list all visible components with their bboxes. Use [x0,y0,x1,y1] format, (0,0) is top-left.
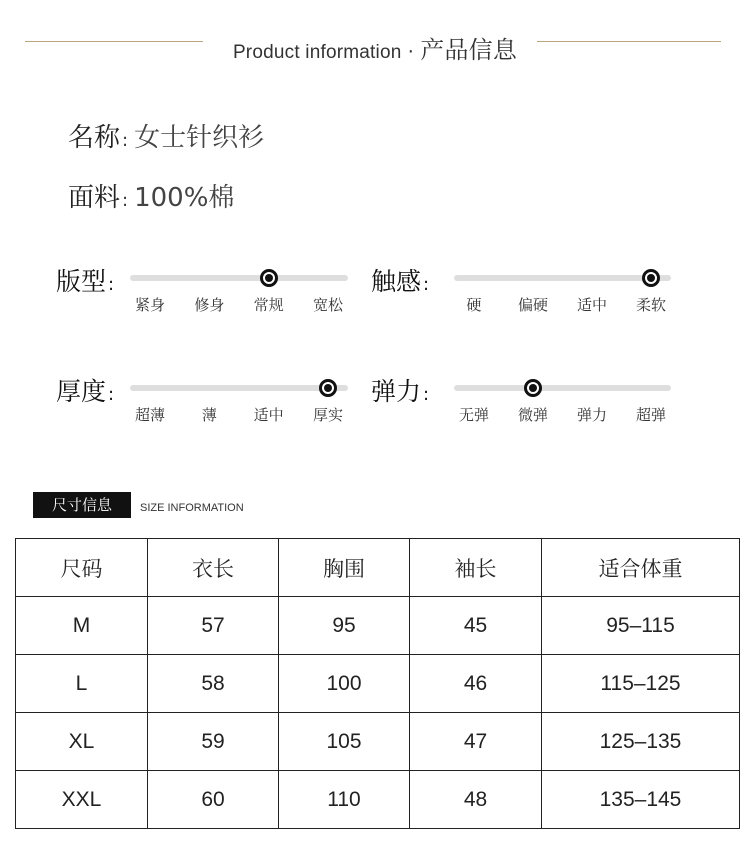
size-table-header: 适合体重 [542,539,740,597]
header-title-en: Product information [232,42,402,63]
product-fabric-label: 面料 [68,183,121,213]
table-row [16,655,740,713]
size-table-header: 尺码 [16,539,148,597]
product-name-row [68,117,264,154]
slider-option-label: 厚实 [312,406,344,424]
attribute-slider [56,262,358,322]
slider-option-label: 常规 [253,296,284,314]
attribute-label-text: 版型 [56,267,107,296]
table-cell: L [16,655,148,713]
table-cell: XXL [16,771,148,829]
product-name-value: 女士针织衫 [134,123,265,153]
header-title-cn: 产品信息 [420,36,518,64]
size-table [15,538,740,829]
attribute-label-colon: : [108,384,115,405]
table-cell: 125–135 [542,713,740,771]
slider-track [454,385,671,391]
product-fabric-value: 100%棉 [134,183,235,213]
attribute-label-text: 弹力 [371,377,422,406]
table-cell: 46 [410,655,542,713]
attribute-label-colon: : [423,384,430,405]
attribute-label-text: 触感 [371,267,422,296]
slider-option-label: 柔软 [635,296,667,314]
product-name-colon: : [122,130,129,151]
slider-option-label: 硬 [466,296,482,314]
slider-track [130,275,348,281]
slider-track [454,275,671,281]
slider-option-label: 紧身 [134,296,166,314]
product-fabric-row [68,177,234,214]
slider-option-label: 修身 [194,296,225,314]
slider-option-label: 适中 [253,406,284,424]
attribute-label-colon: : [108,274,115,295]
table-cell: 100 [279,655,410,713]
slider-option-label: 弹力 [576,406,608,424]
slider-option-label: 超弹 [635,406,667,424]
slider-indicator [524,379,542,397]
slider-option-label: 无弹 [458,406,490,424]
table-cell: 47 [410,713,542,771]
slider-option-label: 薄 [201,406,217,424]
table-cell: XL [16,713,148,771]
slider-option-label: 偏硬 [517,296,549,314]
attribute-slider [371,372,681,432]
size-section-badge: 尺寸信息 [33,492,131,518]
slider-indicator [319,379,337,397]
table-cell: 60 [148,771,279,829]
attribute-slider [371,262,681,322]
slider-indicator [260,269,278,287]
table-row [16,597,740,655]
table-cell: 95–115 [542,597,740,655]
slider-track [130,385,348,391]
table-cell: 105 [279,713,410,771]
slider-option-label: 超薄 [134,406,166,424]
section-header [0,30,750,65]
table-cell: 115–125 [542,655,740,713]
table-row [16,713,740,771]
table-cell: 45 [410,597,542,655]
slider-option-label: 宽松 [312,296,344,314]
table-cell: 48 [410,771,542,829]
size-table-header: 衣长 [148,539,279,597]
table-cell: 59 [148,713,279,771]
table-cell: 58 [148,655,279,713]
size-table-header: 胸围 [279,539,410,597]
product-name-label: 名称 [68,123,121,153]
table-cell: 57 [148,597,279,655]
attribute-label [56,372,114,408]
slider-option-label: 微弹 [517,406,549,424]
table-cell: M [16,597,148,655]
table-cell: 110 [279,771,410,829]
table-cell: 95 [279,597,410,655]
size-table-header-row [16,539,740,597]
header-separator: · [407,41,414,63]
size-section-subtitle: SIZE INFORMATION [140,502,244,514]
product-fabric-colon: : [122,190,129,211]
attribute-label-colon: : [423,274,430,295]
attribute-slider [56,372,358,432]
slider-option-label: 适中 [576,296,608,314]
attribute-label [371,372,429,408]
attribute-label-text: 厚度 [56,377,107,406]
attribute-label [371,262,429,298]
attribute-label [56,262,114,298]
slider-indicator [642,269,660,287]
table-cell: 135–145 [542,771,740,829]
size-table-header: 袖长 [410,539,542,597]
table-row [16,771,740,829]
